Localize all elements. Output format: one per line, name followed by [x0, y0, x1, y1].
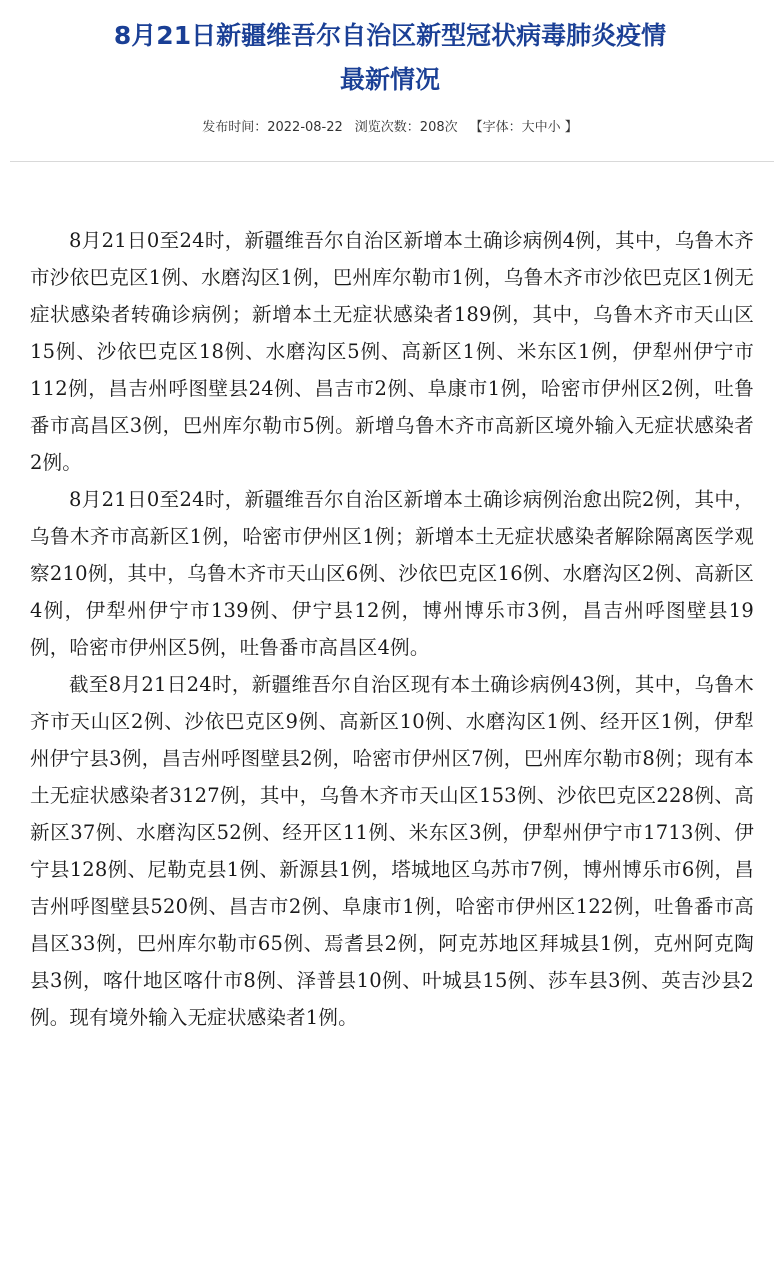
- article-body: [30, 222, 754, 1036]
- view-count: 浏览次数：208次: [354, 120, 458, 135]
- paragraph-current-cases: 截至8月21日24时，新疆维吾尔自治区现有本土确诊病例43例，其中，乌鲁木齐市天山区2例、沙依巴克区9例、高新区10例、水磨沟区1例、经开区1例，伊犁州伊宁县3例，昌吉州呼图壁县2例，哈密市伊州区7例，巴州库尔勒市8例；现有本土无症状感染者3127例，其中，乌鲁木齐市天山区153例、沙依巴克区228例、高新区37例、水磨沟区52例、经开区11例、米东区3例，伊犁州伊宁市1713例、伊宁县128例、尼勒克县1例、新源县1例，塔城地区乌苏市7例，博州博乐市6例，昌吉州呼图壁县520例、昌吉市2例、阜康市1例，哈密市伊州区122例，吐鲁番市高昌区33例，巴州库尔勒市65例、焉耆县2例，阿克苏地区拜城县1例，克州阿克陶县3例，喀什地区喀什市8例、泽普县10例、叶城县15例、莎车县3例、英吉沙县2例。现有境外输入无症状感染者1例。: [30, 673, 754, 1029]
- publish-time: 发布时间：2022-08-22: [202, 120, 343, 135]
- paragraph-recoveries: 8月21日0至24时，新疆维吾尔自治区新增本土确诊病例治愈出院2例，其中，乌鲁木齐市高新区1例，哈密市伊州区1例；新增本土无症状感染者解除隔离医学观察210例，其中，乌鲁木齐市天山区6例、沙依巴克区16例、水磨沟区2例、高新区4例，伊犁州伊宁市139例、伊宁县12例，博州博乐市3例，昌吉州呼图壁县19例，哈密市伊州区5例，吐鲁番市高昌区4例。: [30, 488, 754, 659]
- header-divider: [10, 161, 774, 162]
- font-size-switcher[interactable]: 【字体：大中小 】: [469, 120, 578, 135]
- article-meta: [0, 116, 780, 135]
- article-title-line-1: 8月21日新疆维吾尔自治区新型冠状病毒肺炎疫情: [113, 21, 667, 50]
- article-title-line-2: 最新情况: [339, 65, 440, 94]
- paragraph-new-cases: 8月21日0至24时，新疆维吾尔自治区新增本土确诊病例4例，其中，乌鲁木齐市沙依巴克区1例、水磨沟区1例，巴州库尔勒市1例，乌鲁木齐市沙依巴克区1例无症状感染者转确诊病例；新增本土无症状感染者189例，其中，乌鲁木齐市天山区15例、沙依巴克区18例、水磨沟区5例、高新区1例、米东区1例，伊犁州伊宁市112例，昌吉州呼图壁县24例、昌吉市2例、阜康市1例，哈密市伊州区2例，吐鲁番市高昌区3例，巴州库尔勒市5例。新增乌鲁木齐市高新区境外输入无症状感染者2例。: [30, 229, 754, 474]
- article-title: [0, 14, 780, 102]
